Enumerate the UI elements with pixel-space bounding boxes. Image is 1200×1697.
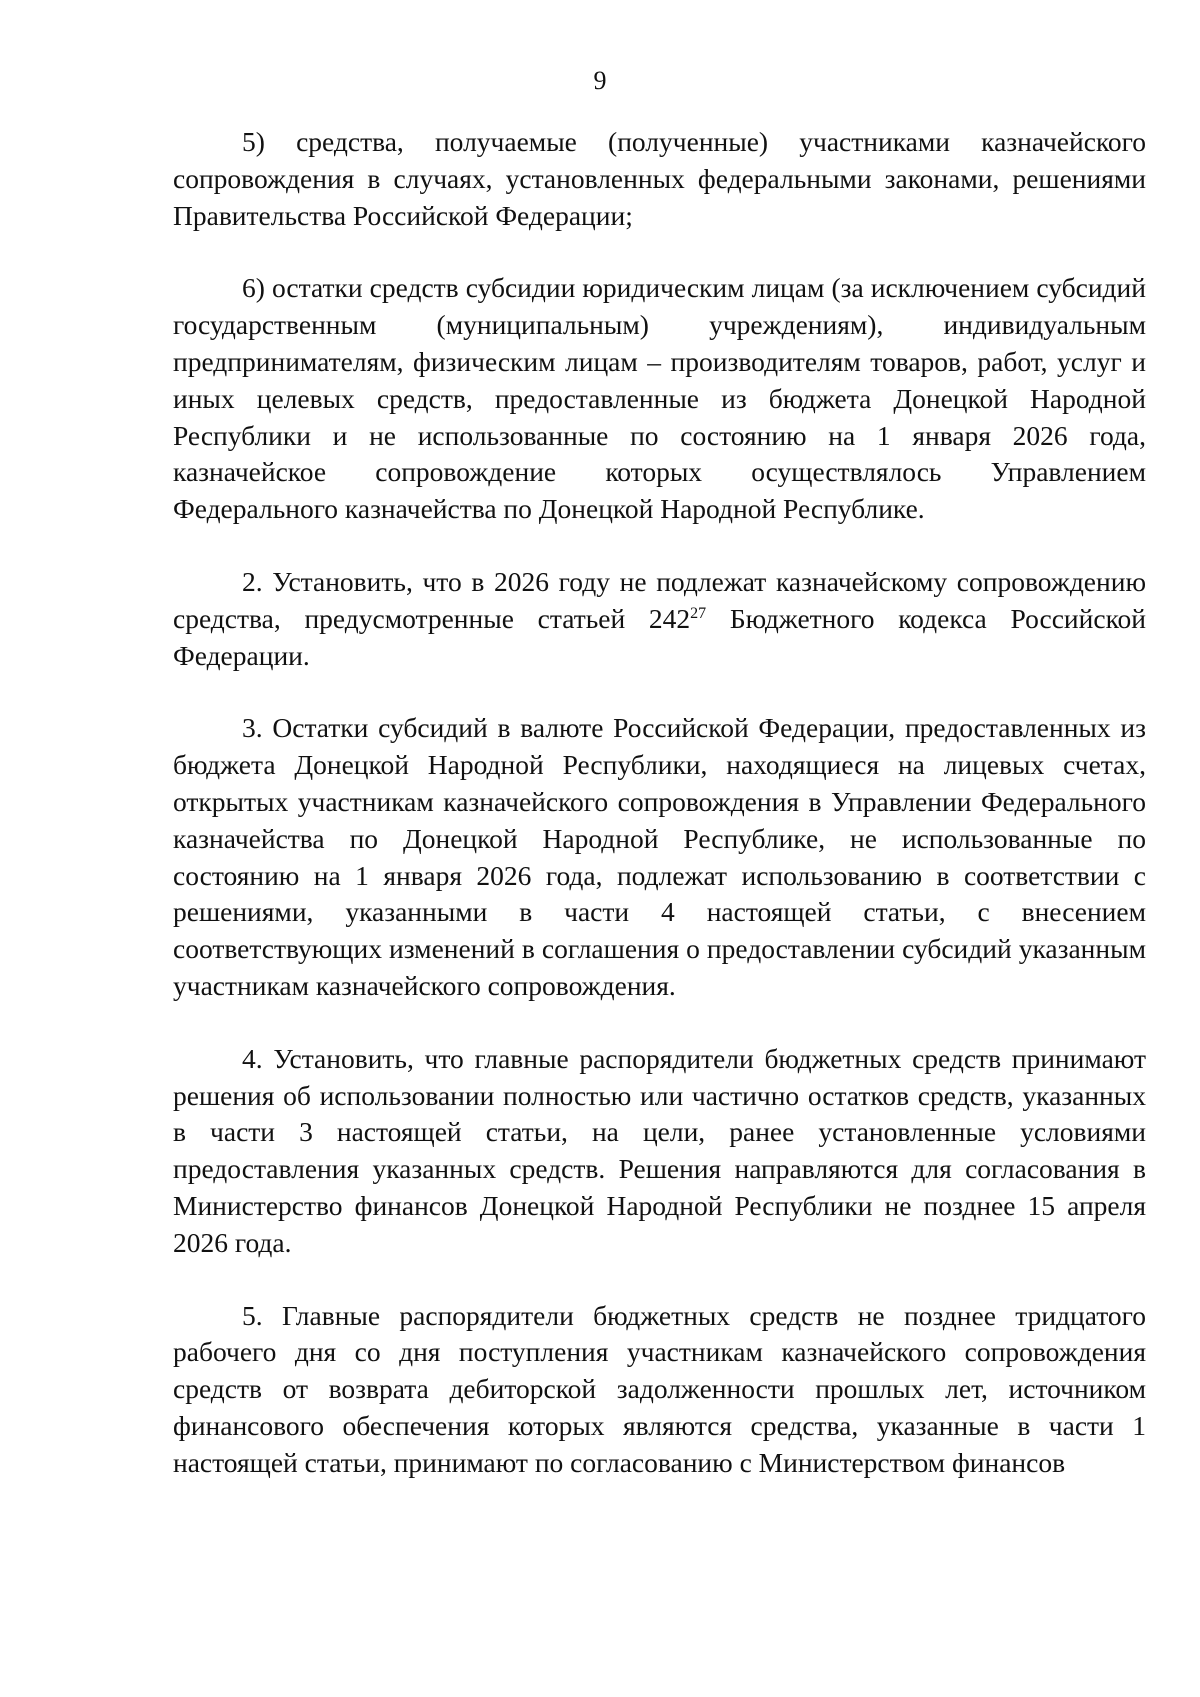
paragraph-part-4: 4. Установить, что главные распорядители бюджетных средств принимают решения об использовании полностью или частично остатков средств, указанных в части 3 настоящей статьи, на цели, ранее установленные условиями предоставления указанных средств. Решения направляются для согласования в Министерство финансов Донецкой Народной Республики не позднее 15 апреля 2026 года. — [173, 1042, 1146, 1258]
article-superscript: 27 — [690, 604, 707, 622]
paragraph-part-2 — [173, 564, 1146, 674]
paragraph-item-5: 5) средства, получаемые (полученные) участниками казначейского сопровождения в случаях, установленных федеральными законами, решениями Правительства Российской Федерации; — [173, 126, 1146, 231]
page-number: 9 — [593, 66, 607, 95]
paragraph-part-2-text-before: 2. Установить, что в 2026 году не подлежат казначейскому сопровождению средства, предусмотренные статьей 242 — [173, 565, 1146, 634]
paragraph-part-3: 3. Остатки субсидий в валюте Российской Федерации, предоставленных из бюджета Донецкой Народной Республики, находящиеся на лицевых счетах, открытых участникам казначейского сопровождения в Управлении Федерального казначейства по Донецкой Народной Республике, не использованные по состоянию на 1 января 2026 года, подлежат использованию в соответствии с решениями, указанными в части 4 настоящей статьи, с внесением соответствующих изменений в соглашения о предоставлении субсидий указанным участникам казначейского сопровождения. — [173, 712, 1146, 1001]
document-body — [173, 124, 1146, 1482]
paragraph-part-5: 5. Главные распорядители бюджетных средств не позднее тридцатого рабочего дня со дня поступления участникам казначейского сопровождения средств от возврата дебиторской задолженности прошлых лет, источником финансового обеспечения которых являются средства, указанные в части 1 настоящей статьи, принимают по согласованию с Министерством финансов — [173, 1299, 1146, 1478]
paragraph-part-2-text-after: Бюджетного кодекса Российской Федерации. — [173, 602, 1146, 671]
paragraph-item-6: 6) остатки средств субсидии юридическим лицам (за исключением субсидий государственным (муниципальным) учреждениям), индивидуальным предпринимателям, физическим лицам – производителям товаров, работ, услуг и иных целевых средств, предоставленные из бюджета Донецкой Народной Республики и не использованные по состоянию на 1 января 2026 года, казначейское сопровождение которых осуществлялось Управлением Федерального казначейства по Донецкой Народной Республике. — [173, 272, 1146, 525]
